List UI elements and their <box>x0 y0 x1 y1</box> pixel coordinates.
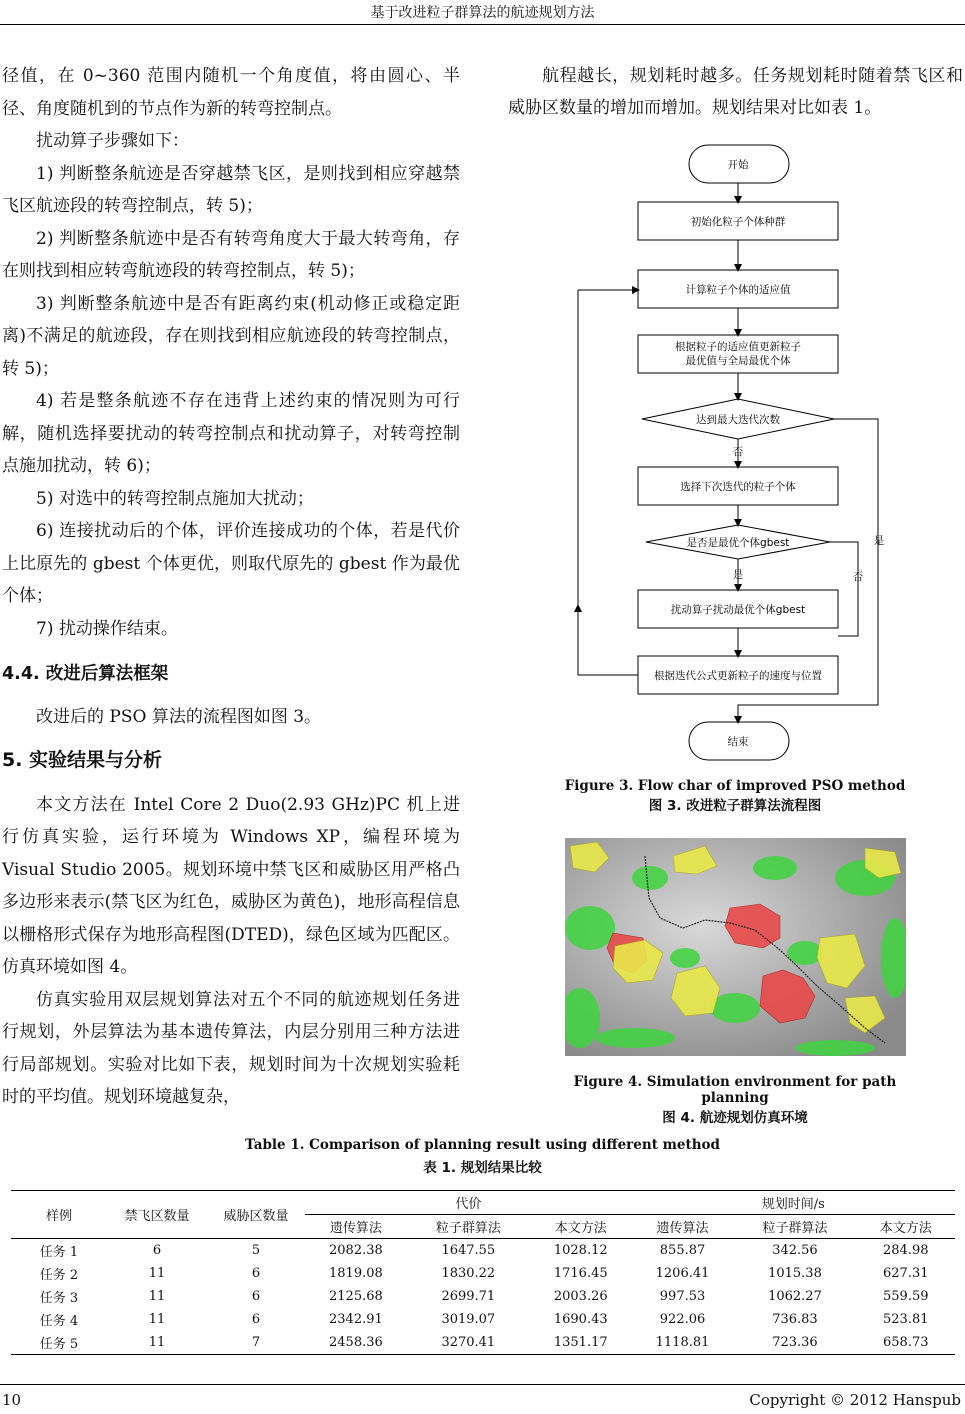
table-cell: 2458.36 <box>305 1331 407 1355</box>
table-cell: 11 <box>148 1266 166 1281</box>
flow-fitness-label: 计算粒子个体的适应值 <box>685 284 791 296</box>
table-row <box>11 1308 955 1331</box>
table-cell: 2125.68 <box>329 1289 383 1304</box>
step-item: 2) 判断整条航迹中是否有转弯角度大于最大转弯角，存在则找到相应转弯航迹段的转弯控制点，转 5)； <box>2 228 460 281</box>
results-table <box>11 1190 955 1355</box>
paragraph: 仿真实验用双层规划算法对五个不同的航迹规划任务进行规划，外层算法为基本遗传算法，内层分别用三种方法进行局部规划。实验对比如下表，规划时间为十次规划实验耗时的平均值。规划环境越复杂， <box>2 989 460 1107</box>
table-cell: 6 <box>152 1243 162 1258</box>
table-cell: 1118.81 <box>632 1331 734 1355</box>
step-item: 7) 扰动操作结束。 <box>36 618 178 639</box>
right-column <box>508 60 963 124</box>
section-heading: 5. 实验结果与分析 <box>2 749 163 771</box>
flow-yes-label: 是 <box>732 569 744 581</box>
table-cell: 1716.45 <box>553 1266 608 1281</box>
table-cell: 3019.07 <box>441 1312 496 1327</box>
flow-perturb-label: 扰动算子扰动最优个体gbest <box>670 604 806 616</box>
figure-caption-cn: 图 4. 航迹规划仿真环境 <box>662 1110 808 1126</box>
table-cell: 1647.55 <box>441 1243 496 1258</box>
table-cell: 3270.41 <box>407 1331 530 1355</box>
figure-caption-en: Figure 3. Flow char of improved PSO method <box>564 778 906 794</box>
table-cell: 523.81 <box>883 1312 929 1327</box>
header-rule <box>0 24 965 25</box>
col-header: 粒子群算法 <box>407 1215 530 1239</box>
flow-end-label: 结束 <box>727 736 749 748</box>
figure-caption-en: Figure 4. Simulation environment for path planning <box>573 1074 897 1106</box>
table-row <box>11 1239 955 1263</box>
table-cell: 2342.91 <box>329 1312 383 1327</box>
flow-max-iter-label: 达到最大迭代次数 <box>696 414 780 426</box>
paragraph: 径值，在 0~360 范围内随机一个角度值，将由圆心、半径、角度随机到的节点作为新的转弯控制点。 <box>2 66 460 119</box>
step-item: 6) 连接扰动后的个体，评价连接成功的个体，若是代价上比原先的 gbest 个体更优，则取代原先的 gbest 作为最优个体； <box>2 521 460 606</box>
table-cell: 6 <box>251 1312 261 1327</box>
table-cell: 7 <box>207 1331 305 1355</box>
step-item: 3) 判断整条航迹中是否有距离约束(机动修正或稳定距离)不满足的航迹段，存在则找到相应航迹段的转弯控制点，转 5)； <box>2 293 460 379</box>
step-item: 5) 对选中的转弯控制点施加大扰动； <box>36 488 314 509</box>
figure-caption <box>545 1074 925 1126</box>
footer-rule <box>0 1384 965 1385</box>
table-cell: 1015.38 <box>768 1266 822 1281</box>
table-row <box>11 1262 955 1285</box>
group-header: 代价 <box>305 1191 632 1215</box>
figure-caption <box>500 778 965 814</box>
table-cell: 任务 1 <box>39 1245 79 1260</box>
table-cell: 任务 4 <box>39 1314 79 1329</box>
paragraph: 扰动算子步骤如下： <box>36 131 189 151</box>
flow-no-label: 否 <box>852 571 864 583</box>
simulation-environment-image <box>565 838 906 1056</box>
table-row <box>11 1285 955 1308</box>
col-header: 本文方法 <box>530 1215 632 1239</box>
table-cell: 2699.71 <box>441 1289 496 1304</box>
table-cell: 997.53 <box>659 1289 706 1304</box>
table-cell: 任务 5 <box>11 1331 107 1355</box>
table-cell: 任务 3 <box>39 1291 79 1306</box>
col-header: 本文方法 <box>857 1215 956 1239</box>
figure-caption-cn: 图 3. 改进粒子群算法流程图 <box>648 798 822 814</box>
table-caption-en: Table 1. Comparison of planning result using different method <box>244 1137 720 1153</box>
table-cell: 1819.08 <box>329 1266 383 1281</box>
left-column <box>2 60 460 1114</box>
paragraph: 改进后的 PSO 算法的流程图如图 3。 <box>36 706 322 727</box>
table-row <box>11 1331 955 1355</box>
col-header: 威胁区数量 <box>207 1191 305 1239</box>
flow-update-best-label: 根据粒子的适应值更新粒子 <box>675 341 801 353</box>
flowchart <box>570 140 900 780</box>
col-header: 禁飞区数量 <box>107 1191 207 1239</box>
table-cell: 1062.27 <box>768 1289 822 1304</box>
table-cell: 5 <box>251 1243 261 1258</box>
table-cell: 1351.17 <box>530 1331 632 1355</box>
table-cell: 6 <box>251 1289 261 1304</box>
flow-init-label: 初始化粒子个体种群 <box>690 216 786 228</box>
table-cell: 922.06 <box>659 1312 706 1327</box>
table-cell: 11 <box>148 1289 166 1304</box>
table-cell: 11 <box>148 1312 166 1327</box>
table-cell: 2082.38 <box>329 1243 383 1258</box>
running-header: 基于改进粒子群算法的航迹规划方法 <box>370 5 595 21</box>
group-header: 规划时间/s <box>632 1191 955 1215</box>
table-cell: 723.36 <box>733 1331 856 1355</box>
flow-start-label: 开始 <box>727 159 749 171</box>
table-cell: 1690.43 <box>553 1312 608 1327</box>
table-caption-cn: 表 1. 规划结果比较 <box>423 1160 542 1176</box>
col-header: 样例 <box>11 1191 107 1239</box>
table-cell: 1028.12 <box>553 1243 608 1258</box>
flow-yes-label: 是 <box>873 535 885 547</box>
table-cell: 559.59 <box>883 1289 929 1304</box>
col-header: 遗传算法 <box>305 1215 407 1239</box>
step-item: 1) 判断整条航迹是否穿越禁飞区，是则找到相应穿越禁飞区航迹段的转弯控制点，转 5)； <box>2 163 460 216</box>
table-cell: 6 <box>251 1266 261 1281</box>
table-cell: 855.87 <box>659 1243 706 1258</box>
table-cell: 658.73 <box>857 1331 956 1355</box>
flow-update-best-label: 最优值与全局最优个体 <box>685 355 791 367</box>
table-cell: 736.83 <box>772 1312 818 1327</box>
page-number: 10 <box>2 1391 22 1409</box>
table-cell: 627.31 <box>883 1266 929 1281</box>
paragraph: 本文方法在 Intel Core 2 Duo(2.93 GHz)PC 机上进行仿真实验，运行环境为 Windows XP，编程环境为 Visual Studio 2005。规划环境中禁飞区和威胁区用严格凸多边形来表示(禁飞区为红色，威胁区为黄色)，地形高程信息以栅格形式保存为地形高程图(DTED)，绿色区域为匹配区。仿真环境如图 4。 <box>2 794 460 977</box>
flow-update-vel-label: 根据迭代公式更新粒子的速度与位置 <box>654 670 822 682</box>
table-cell: 1830.22 <box>441 1266 496 1281</box>
flow-select-next-label: 选择下次迭代的粒子个体 <box>680 481 796 493</box>
copyright: Copyright © 2012 Hanspub <box>749 1391 961 1409</box>
table-cell: 任务 2 <box>39 1268 79 1283</box>
table-cell: 2003.26 <box>553 1289 608 1304</box>
table-cell: 1206.41 <box>655 1266 710 1281</box>
section-heading: 4.4. 改进后算法框架 <box>2 664 169 684</box>
flow-is-gbest-label: 是否是最优个体gbest <box>686 537 790 549</box>
flow-no-label: 否 <box>732 446 744 458</box>
table-cell: 342.56 <box>772 1243 818 1258</box>
table-cell: 11 <box>107 1331 207 1355</box>
col-header: 粒子群算法 <box>733 1215 856 1239</box>
table-cell: 284.98 <box>883 1243 929 1258</box>
paragraph: 航程越长，规划耗时越多。任务规划耗时随着禁飞区和威胁区数量的增加而增加。规划结果对比如表 1。 <box>508 66 963 118</box>
step-item: 4) 若是整条航迹不存在违背上述约束的情况则为可行解，随机选择要扰动的转弯控制点和扰动算子，对转弯控制点施加扰动，转 6)； <box>2 391 460 476</box>
col-header: 遗传算法 <box>632 1215 734 1239</box>
